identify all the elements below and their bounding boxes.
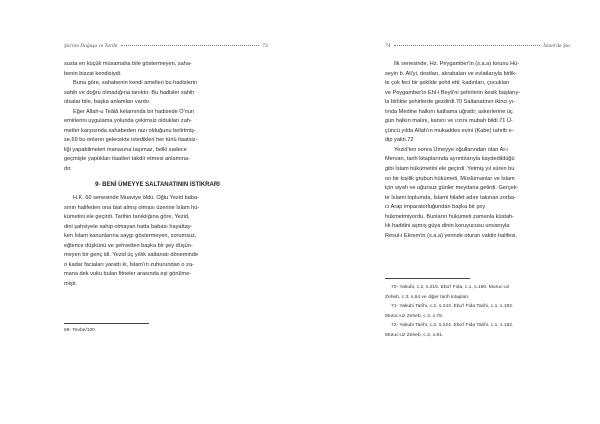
text-line: metler karşısında sahabeden razı olduğunu belirtmiş- xyxy=(64,127,196,134)
section-title: 9- BENİ ÜMEYYE SALTANATININ İSTİKRARI xyxy=(95,181,220,188)
paragraph xyxy=(64,60,251,79)
text-line: dip yaktı.72 xyxy=(385,137,414,144)
footnote: 72- Yakubi Tarihi, c.2, s.224. Ebu'l Fida Tarihi, c.1, s.192. xyxy=(391,323,514,328)
text-line: te çok feci bir şekilde şehit etti; kadınları, çocukları xyxy=(385,80,510,87)
text-line: gün halkın malını, kanını ve ırzını mubah bildi.71 Ü- xyxy=(385,118,513,125)
text-line: dır. xyxy=(64,166,72,173)
text-line: olsalar bile, başka anlamları vardır. xyxy=(64,99,151,106)
text-line: dini şahsiyete sahip olmayan hatta babası hayattay- xyxy=(64,223,193,230)
footnote-rule xyxy=(385,278,470,279)
text-line: la birlikte şehirlerde gezdirdi.70 Saltanatının ikinci yı- xyxy=(385,99,516,106)
paragraph xyxy=(385,146,567,241)
text-line: için siyah ve uğursuz günler meydana getirdi. Gerçek- xyxy=(385,185,519,192)
text-line: kümetini ele geçirdi. Tarihin tanıklığına göre, Yezid, xyxy=(64,214,190,221)
footnote: 69- Tevbe/100 xyxy=(64,328,95,333)
text-line: liği yapabilmeleri manasına taşımaz, belki sadece xyxy=(64,146,187,153)
text-line: ken İslam kanunlarına saygı göstermeyen, sorumsuz, xyxy=(64,233,197,240)
text-line: se,69 bu onların gelecekte istedikleri her türlü itaatsiz- xyxy=(64,137,198,144)
text-line: İlk senesinde, Hz. Peygamber'in (s.a.a) torunu Hü- xyxy=(394,61,520,67)
text-line: susta en küçük müsamaha bile göstermeyen, saha- xyxy=(64,61,192,67)
text-line: te İslami toplumda, İslami hilafet adını takınan zorba- xyxy=(385,194,516,201)
page-number: 73 xyxy=(262,43,268,49)
text-line: ve Peygamber'in Ehl-i Beyti'ni şehirlerin kesik başlarıy- xyxy=(385,89,521,96)
text-line: Buna göre, sahabenin kendi amelleri bu hadislerin xyxy=(73,80,198,87)
footnote: 70- Yakubi, c.2, s.216. Ebu'l Fida, c.1, s.190. Muruc-uz xyxy=(391,285,510,290)
body-text xyxy=(385,60,567,241)
text-line: lında Medine halkını katliama uğrattı; askerlerine üç xyxy=(385,108,513,115)
body-text xyxy=(64,60,251,290)
running-title: Şia'nın Doğuşu ve Tarihi xyxy=(64,43,118,49)
text-line: sahih ve doğru olmadığına tanıktır. Bu hadisler sahih xyxy=(64,89,195,96)
text-line: Eğer Allah-u Teâlâ kelamında bir hadisede O'nun xyxy=(73,108,194,115)
text-line: mişti. xyxy=(64,281,78,288)
footnote: Zeheb, c.3, s.64 ve diğer tarih kitapları. xyxy=(385,294,470,300)
text-line: çüncü yılda Allah'ın mukaddes evini (Kabe) tahrib e- xyxy=(385,127,514,134)
page-header xyxy=(64,43,268,49)
text-line: meyen bir genç idi. Yezid üç yıllık saltanatı döneminde xyxy=(64,252,199,259)
footnote: 71- Yakubi Tarihi, c.2, s.243. Ebu'l Fida Tarihi, c.1, s.192. xyxy=(391,304,514,309)
text-line: on bir kişilik grubun hükümeti, Müslümanlar ve İslam xyxy=(385,175,515,182)
text-line: cı Arap imparatorluğundan başka bir şey xyxy=(385,204,486,211)
footnotes xyxy=(385,283,567,340)
footnote-rule xyxy=(64,323,149,324)
footnote: Muruc-uz Zeheb, c.3, s.78. xyxy=(385,313,444,319)
running-title: İslam'da Şia xyxy=(543,43,570,49)
header-leader-dots xyxy=(121,45,259,46)
paragraph xyxy=(385,60,567,146)
page-number: 74 xyxy=(385,43,391,49)
paragraph xyxy=(64,79,251,108)
text-line: Resul-i Ekrem'in (s.a.a) yerinde oturan vaktin halifesi, xyxy=(385,232,517,239)
text-line: geçmişte yaptıkları itaatleri takdir etmesi anlamına- xyxy=(64,156,190,163)
footnote: Muruc-uz Zeheb, c.3, s.81. xyxy=(385,332,444,338)
footnotes xyxy=(64,326,251,336)
text-line: H.K. 60 senesinde Muaviye öldü. Oğlu Yezid baba- xyxy=(73,195,199,202)
text-line: o kadar faciaları yarattı ki, İslam'ın zuhurundan o za- xyxy=(64,261,194,268)
paragraph xyxy=(64,194,251,289)
text-line: benin bizzat kendisiydi. xyxy=(64,70,122,77)
text-line: seyin b. Ali'yi, dostları, akrabaları ve evlatlarıyla birlik- xyxy=(385,70,517,77)
text-line: eğlence düşkünü ve şehvetten başka bir şey düşün- xyxy=(64,242,193,249)
text-line: Yezid'ten sonra Ümeyye oğullarından olan Al-i xyxy=(394,146,508,153)
text-line: lık haddini aşmış güya dinin koruyucusu unvanıyla xyxy=(385,223,510,230)
text-line: sının halifeden ona biat almış olması üzerine İslam hü- xyxy=(64,204,200,211)
text-line: gibi İslam hükümetini ele geçirdi. Yetmiş yıl süren bu xyxy=(385,166,515,173)
paragraph xyxy=(64,108,251,175)
text-line: mana dek vuku bulan fitneler arasında eşi görülme- xyxy=(64,271,192,278)
text-line: hükmetmiyordu. Bunların hükümeti zamanla küstah- xyxy=(385,213,515,220)
page-header xyxy=(385,43,570,49)
right-page xyxy=(300,0,600,424)
header-leader-dots xyxy=(394,45,540,46)
text-line: emirlerini uygulama yolunda çekimsiz oldukları zah- xyxy=(64,118,192,125)
text-line: Mervan, tarih kitaplarında ayrıntılarıyla kaydedildüğü xyxy=(385,156,515,163)
